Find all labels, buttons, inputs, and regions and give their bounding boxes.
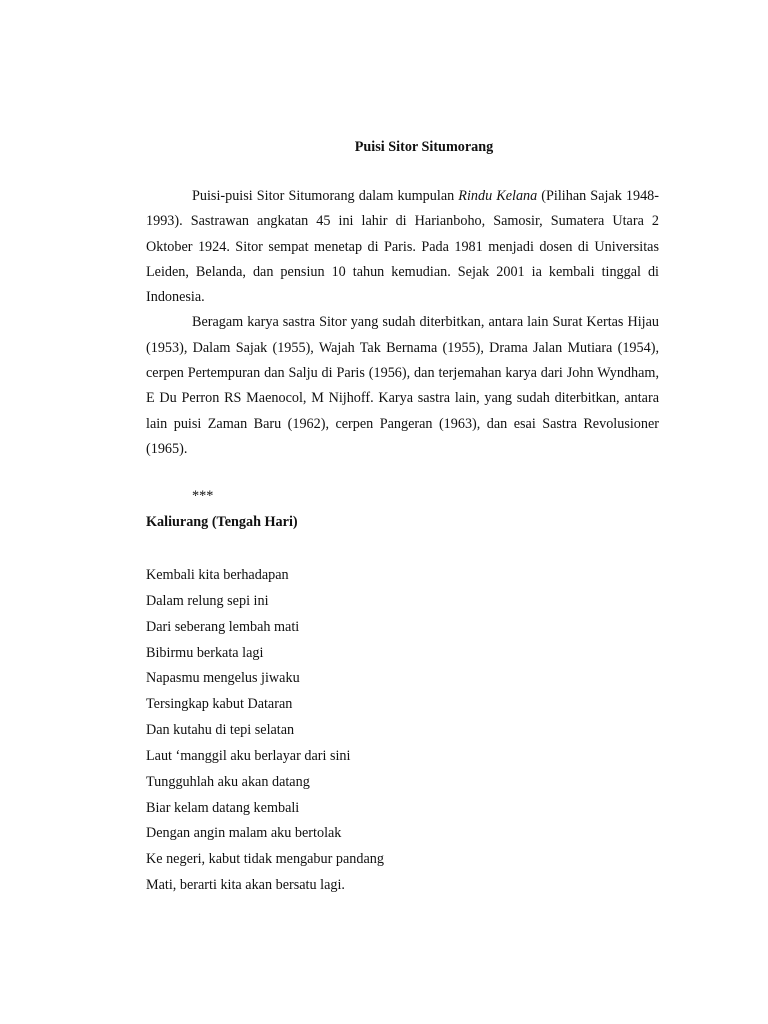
poem-line: Mati, berarti kita akan bersatu lagi. bbox=[146, 877, 345, 894]
poem-lines bbox=[146, 563, 384, 899]
poem-line: Dalam relung sepi ini bbox=[146, 592, 269, 609]
poem-line: Napasmu mengelus jiwaku bbox=[146, 670, 300, 687]
poem-line: Tersingkap kabut Dataran bbox=[146, 696, 293, 713]
poem-line: Bibirmu berkata lagi bbox=[146, 644, 264, 661]
intro-text bbox=[146, 184, 659, 462]
poem-line: Kembali kita berhadapan bbox=[146, 567, 289, 583]
book-title-italic: Rindu Kelana bbox=[458, 188, 538, 204]
poem-title: Kaliurang (Tengah Hari) bbox=[146, 514, 298, 530]
document-title: Puisi Sitor Situmorang bbox=[354, 139, 494, 155]
poem-line: Laut ‘manggil aku berlayar dari sini bbox=[146, 747, 351, 764]
poem-line: Dari seberang lembah mati bbox=[146, 618, 300, 635]
poem-line: Tungguhlah aku akan datang bbox=[146, 773, 310, 790]
paragraph-works: Beragam karya sastra Sitor yang sudah diterbitkan, antara lain Surat Kertas Hijau (1953), Dalam Sajak (1955), Wajah Tak Bernama (1955), Drama Jalan Mutiara (1954), cerpen Pertempuran dan Salju di Paris (1956), dan terjemahan karya dari John Wyndham, E Du Perron RS Maenocol, M Nijhoff. Karya sastra lain, yang sudah diterbitkan, antara lain puisi Zaman Baru (1962), cerpen Pangeran (1963), dan esai Sastra Revolusioner (1965). bbox=[146, 314, 659, 457]
poem-line: Dengan angin malam aku bertolak bbox=[146, 825, 342, 842]
section-separator: *** bbox=[192, 488, 214, 504]
paragraph-intro-end: (Pilihan Sajak 1948- 1993). Sastrawan angkatan 45 ini lahir di Harianboho, Samosir, Sumatera Utara 2 Oktober 1924. Sitor sempat menetap di Paris. Pada 1981 menjadi dosen di Universitas Leiden, Belanda, dan pensiun 10 tahun kemudian. Sejak 2001 ia kembali tinggal di Indonesia. bbox=[146, 188, 659, 306]
poem-line: Biar kelam datang kembali bbox=[146, 799, 300, 816]
poem-line: Dan kutahu di tepi selatan bbox=[146, 722, 295, 739]
paragraph-intro bbox=[146, 184, 659, 310]
paragraph-intro-start: Puisi-puisi Sitor Situmorang dalam kumpulan bbox=[192, 188, 459, 204]
poem-line: Ke negeri, kabut tidak mengabur pandang bbox=[146, 851, 384, 868]
